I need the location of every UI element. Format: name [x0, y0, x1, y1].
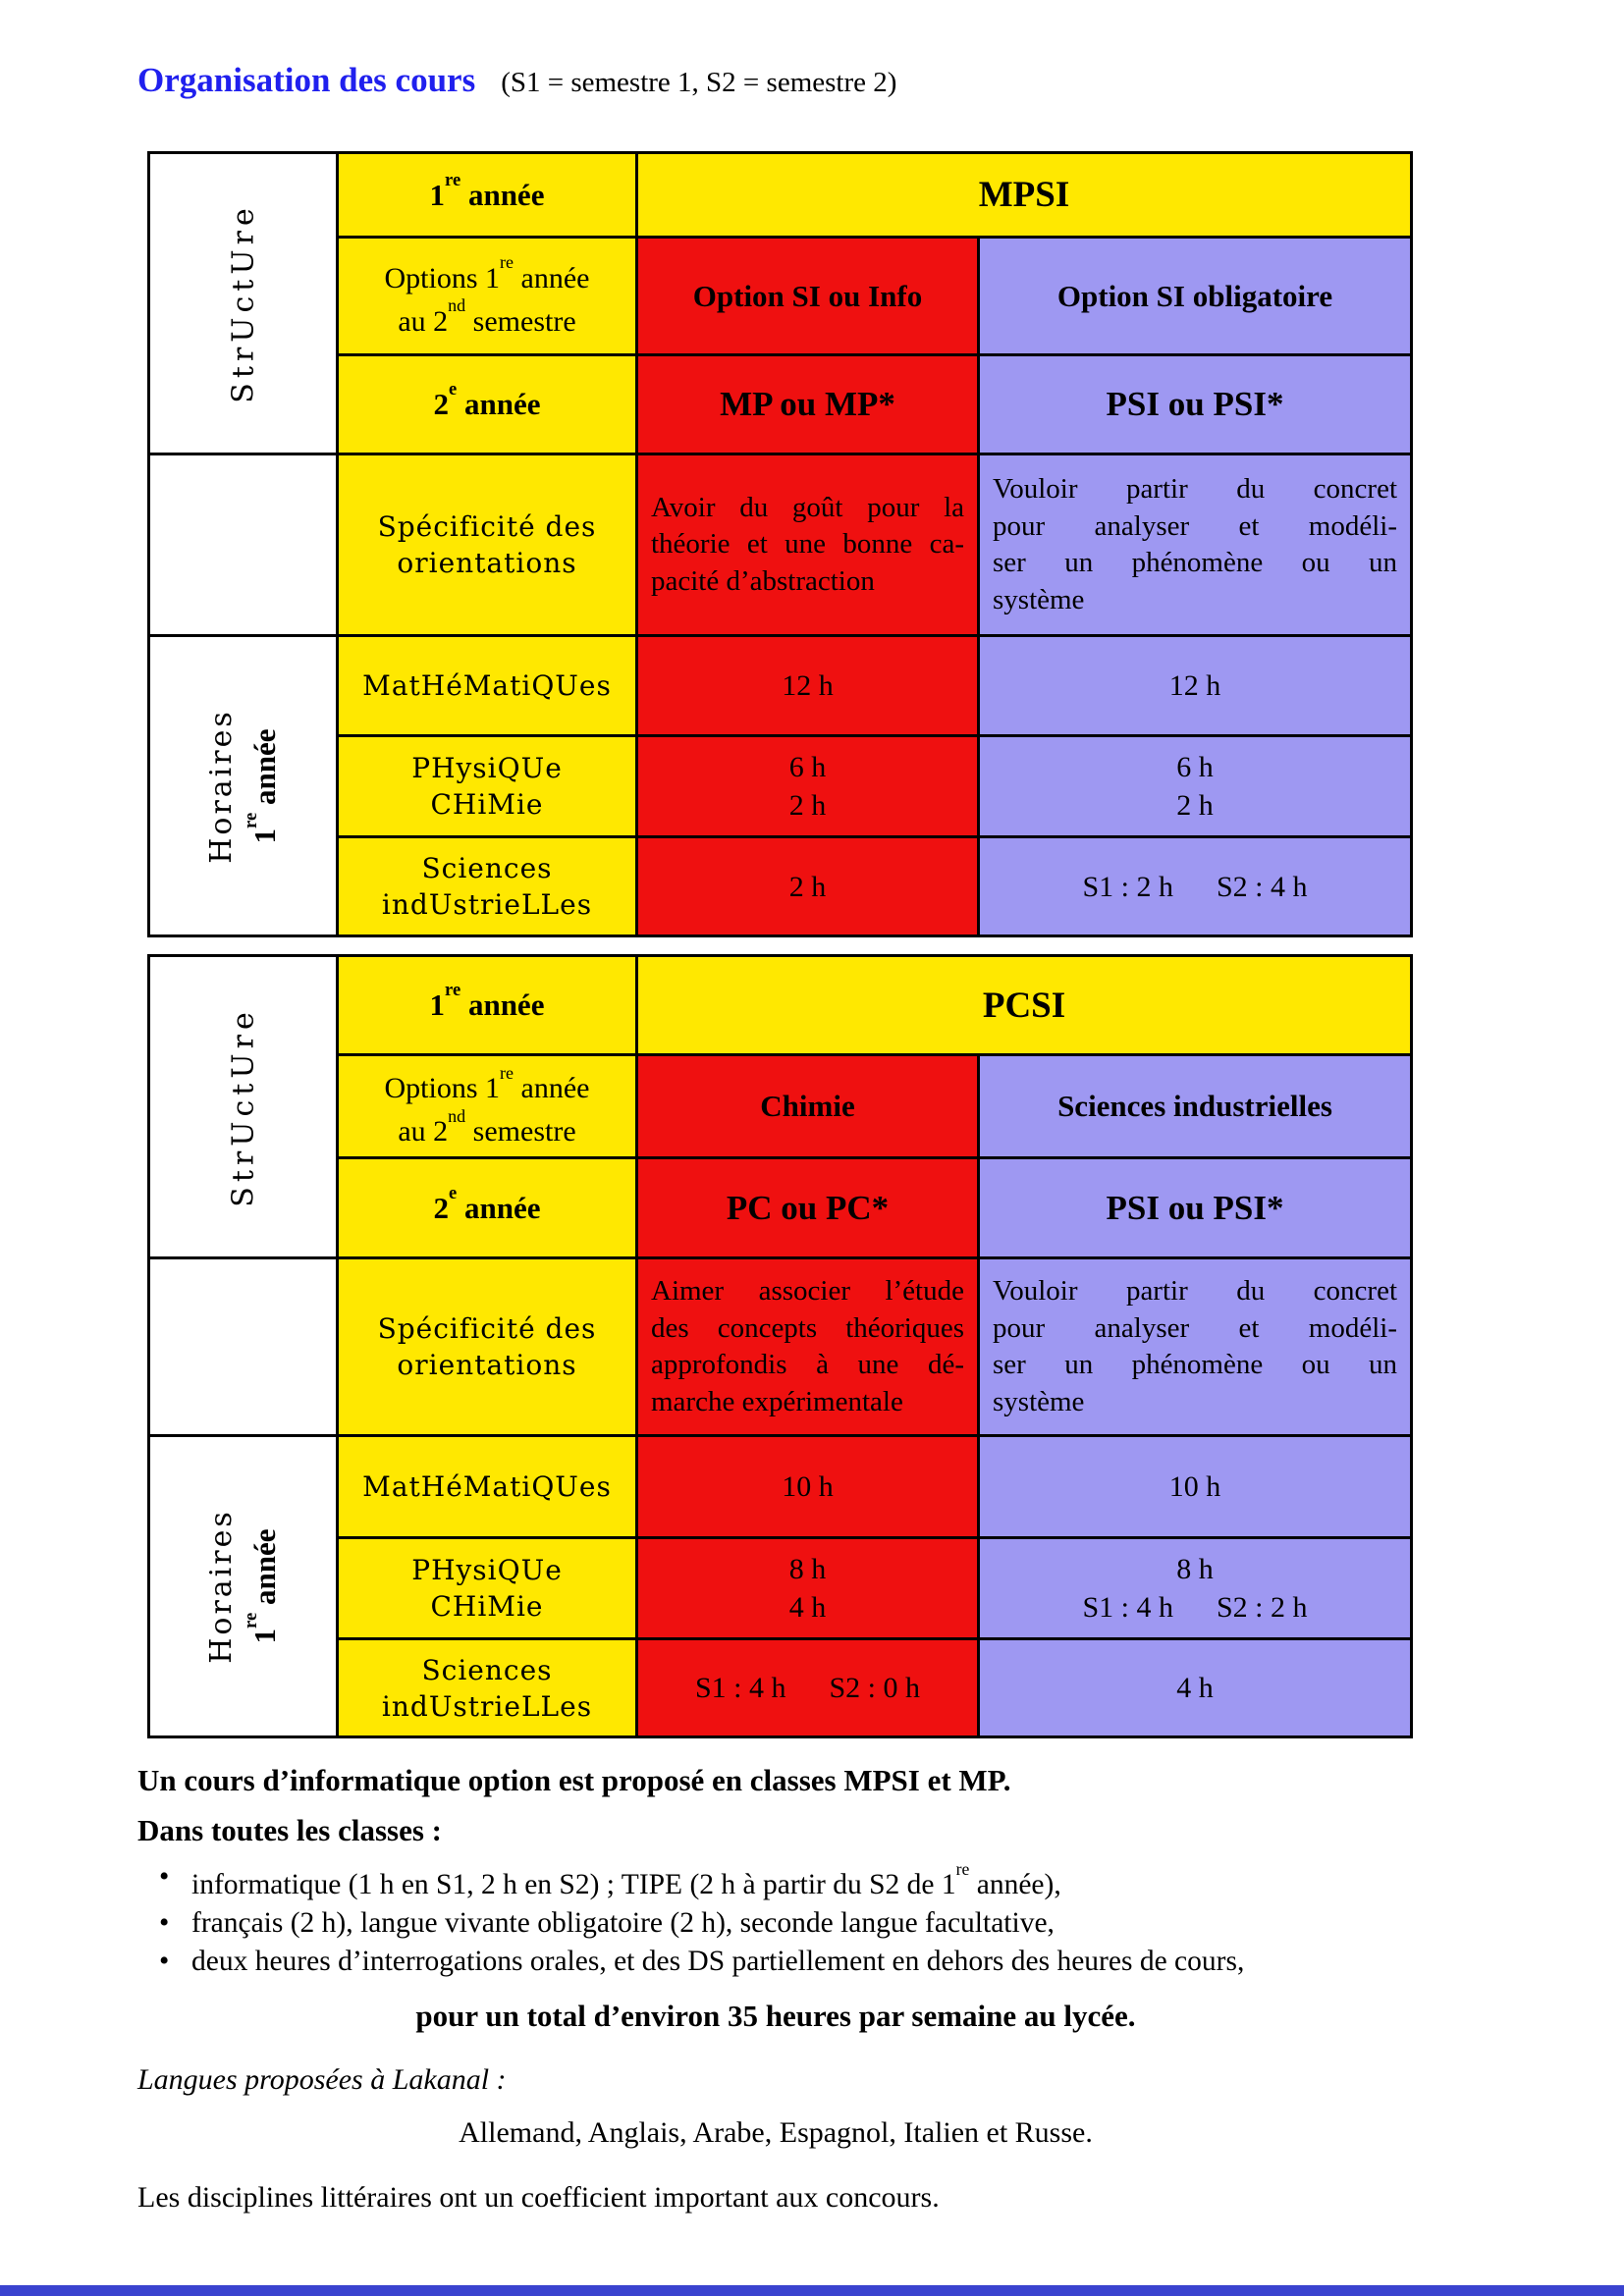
mpsi-spec-red-cell: Avoir du goût pour la théorie et une bonne ca- pacité d’abstraction — [638, 455, 980, 637]
horaires-label: Horaires 1re année — [203, 708, 282, 864]
horaires-label-2: Horaires 1re année — [203, 1509, 282, 1664]
structure-label: StrUctUre — [226, 203, 260, 403]
math-label-cell-2: MatHéMatiQUes — [339, 1437, 638, 1539]
pcsi-spec-purple-cell: Vouloir partir du concret pour analyser et modéli- ser un phénomène ou un système — [980, 1259, 1413, 1437]
table-mpsi — [147, 151, 1413, 937]
total-hours-line: pour un total d’environ 35 heures par semaine au lycée. — [415, 1998, 1136, 2033]
mpsi-pc-red-hours: 6 h 2 h — [638, 737, 980, 838]
mpsi-si-red-hours: 2 h — [638, 838, 980, 937]
options-cell — [339, 239, 638, 356]
second-year-cell-2: 2e année — [339, 1159, 638, 1259]
sciences-label-cell-2: Sciences indUstrieLLes — [339, 1640, 638, 1738]
bullet-dot: • — [159, 1861, 170, 1893]
pcsi-si-red-hours: S1 : 4 h S2 : 0 h — [638, 1640, 980, 1738]
page-title: Organisation des cours — [137, 61, 476, 99]
math-label-cell — [339, 637, 638, 737]
pcsi-year2-purple: PSI ou PSI* — [1106, 1188, 1284, 1227]
specificity-cell-2: Spécificité des orientations — [339, 1259, 638, 1437]
options-line1: Options 1re année — [384, 252, 590, 294]
bullet-dot: • — [159, 1945, 170, 1977]
pcsi-title: PCSI — [982, 985, 1066, 1026]
pcsi-si-purple-hours: 4 h — [980, 1640, 1413, 1738]
pcsi-math-purple-hours: 10 h — [980, 1437, 1413, 1539]
sciences-label-cell: Sciences indUstrieLLes — [339, 838, 638, 937]
title-row — [137, 0, 1624, 100]
languages-title: Langues proposées à Lakanal : — [137, 2062, 507, 2096]
mpsi-year2-red-cell — [638, 356, 980, 455]
pcsi-option-purple-cell — [980, 1056, 1413, 1159]
mpsi-option-red: Option SI ou Info — [692, 278, 923, 313]
page-subtitle: (S1 = semestre 1, S2 = semestre 2) — [501, 67, 897, 98]
mpsi-year2-purple-cell — [980, 356, 1413, 455]
pcsi-option-red-cell — [638, 1056, 980, 1159]
bullet-item-2: • français (2 h), langue vivante obligatoire (2 h), seconde langue facultative, — [137, 1904, 1624, 1943]
options-cell-2: Options 1re année au 2nd semestre — [339, 1056, 638, 1159]
pcsi-math-red-hours: 10 h — [638, 1437, 980, 1539]
options-line2: au 2nd semestre — [398, 295, 576, 338]
mpsi-option-red-cell — [638, 239, 980, 356]
mpsi-title: MPSI — [978, 175, 1070, 215]
pcsi-option-purple: Sciences industrielles — [1057, 1089, 1332, 1123]
bullet-item-1: • informatique (1 h en S1, 2 h en S2) ; TIPE (2 h à partir du S2 de 1re année), — [159, 1859, 1061, 1900]
specificity-line1: Spécificité des — [377, 510, 597, 543]
mpsi-option-purple-cell — [980, 239, 1413, 356]
pcsi-spec-red-cell: Aimer associer l’étude des concepts théoriques approfondis à une dé- marche expérimentale — [638, 1259, 980, 1437]
note-all-classes: Dans toutes les classes : — [137, 1813, 442, 1847]
first-year-cell-2: 1re année — [339, 957, 638, 1056]
structure-label-cell-2 — [150, 957, 339, 1259]
bullet-dot: • — [159, 1906, 170, 1939]
note-info-option: Un cours d’informatique option est proposé en classes MPSI et MP. — [137, 1763, 1011, 1797]
mpsi-header-cell — [638, 154, 1413, 239]
physics-label-cell: PHysiQUe CHiMie — [339, 737, 638, 838]
specificity-cell — [339, 455, 638, 637]
mpsi-math-purple-hours: 12 h — [980, 637, 1413, 737]
math-label: MatHéMatiQUes — [362, 669, 612, 702]
pcsi-header-cell — [638, 957, 1413, 1056]
pcsi-year2-purple-cell — [980, 1159, 1413, 1259]
empty-side-cell — [150, 455, 339, 637]
pcsi-year2-red-cell — [638, 1159, 980, 1259]
pcsi-year2-red: PC ou PC* — [726, 1188, 890, 1227]
pcsi-option-red: Chimie — [760, 1089, 855, 1123]
pcsi-pc-red-hours: 8 h 4 h — [638, 1539, 980, 1640]
structure-label-2: StrUctUre — [226, 1006, 260, 1207]
physics-label-cell-2: PHysiQUe CHiMie — [339, 1539, 638, 1640]
empty-side-cell-2 — [150, 1259, 339, 1437]
mpsi-si-purple-hours: S1 : 2 h S2 : 4 h — [980, 838, 1413, 937]
table-pcsi — [147, 954, 1413, 1738]
mpsi-year2-red: MP ou MP* — [720, 385, 895, 423]
bullet-item-3: • deux heures d’interrogations orales, et des DS partiellement en dehors des heures de cours, — [137, 1943, 1624, 1981]
horaires-label-cell — [150, 637, 339, 937]
literary-note: Les disciplines littéraires ont un coefficient important aux concours. — [137, 2180, 940, 2214]
second-year-label: 2e année — [433, 379, 541, 421]
specificity-line2: orientations — [397, 547, 577, 579]
mpsi-year2-purple: PSI ou PSI* — [1106, 385, 1284, 423]
structure-label-cell — [150, 154, 339, 455]
first-year-cell — [339, 154, 638, 239]
footer-blue-bar — [0, 2285, 1624, 2296]
second-year-cell — [339, 356, 638, 455]
languages-list: Allemand, Anglais, Arabe, Espagnol, Italien et Russe. — [459, 2115, 1093, 2149]
pcsi-pc-purple-hours: 8 h S1 : 4 h S2 : 2 h — [980, 1539, 1413, 1640]
horaires-label-cell-2 — [150, 1437, 339, 1738]
mpsi-option-purple: Option SI obligatoire — [1056, 278, 1333, 313]
mpsi-math-red-hours: 12 h — [638, 637, 980, 737]
mpsi-spec-purple-cell: Vouloir partir du concret pour analyser et modéli- ser un phénomène ou un système — [980, 455, 1413, 637]
mpsi-pc-purple-hours: 6 h 2 h — [980, 737, 1413, 838]
first-year-label: 1re année — [429, 169, 545, 212]
bullet-list — [137, 1858, 1624, 1981]
